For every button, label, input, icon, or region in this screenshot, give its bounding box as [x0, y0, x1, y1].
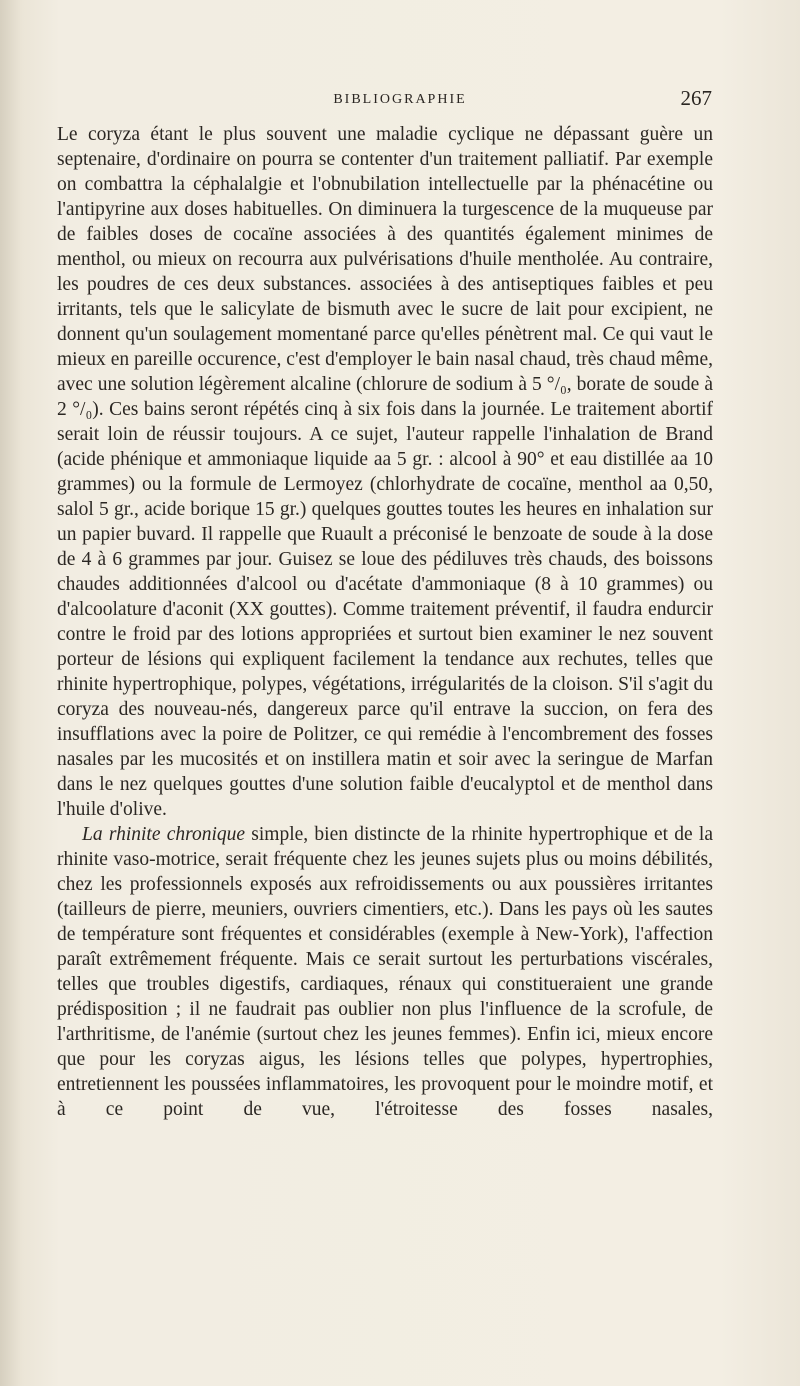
paragraph-text: Le coryza étant le plus souvent une maladie cyclique ne dépassant guère un septenaire, d'ordinaire on pourra se contenter d'un traitement palliatif. Par exemple on combattra la céphalalgie et l'obnubilation intellectuelle par la phénacétine ou l'antipyrine aux doses habituelles. On diminuera la turgescence de la muqueuse par de faibles doses de cocaïne associées à des quantités également minimes de menthol, ou mieux on recourra aux pulvérisations d'huile mentholée. Au contraire, les poudres de ces deux substances. associées à des antiseptiques faibles et peu irritants, tels que le salicylate de bismuth avec le sucre de lait pour excipient, ne donnent qu'un soulagement momentané parce qu'elles pénètrent mal. Ce qui vaut le mieux en pareille occurence, c'est d'employer le bain nasal chaud, très chaud même, avec une solution légèrement alcaline (chlorure de sodium à 5 °/₀, borate de soude à 2 °/₀). Ces bains seront répétés cinq à six fois dans la journée. Le traitement abortif serait loin de réussir toujours. A ce sujet, l'auteur rappelle l'inhalation de Brand (acide phénique et ammoniaque liquide aa 5 gr. : alcool à 90° et eau distillée aa 10 grammes) ou la formule de Lermoyez (chlorhydrate de cocaïne, menthol aa 0,50, salol 5 gr., acide borique 15 gr.) quelques gouttes toutes les heures en inhalation sur un papier buvard. Il rappelle que Ruault a préconisé le benzoate de soude à la dose de 4 à 6 grammes par jour. Guisez se loue des pédiluves très chauds, des boissons chaudes additionnées d'alcool ou d'acétate d'ammoniaque (8 à 10 grammes) ou d'alcoolature d'aconit (XX gouttes). Comme traitement préventif, il faudra endurcir contre le froid par des lotions appropriées et surtout bien examiner le nez souvent porteur de lésions qui expliquent facilement la tendance aux rechutes, telles que rhinite hypertrophique, polypes, végétations, irrégularités de la cloison. S'il s'agit du coryza des nouveau-nés, dangereux parce qu'il entrave la succion, on fera des insufflations avec la poire de Politzer, ce qui remédie à l'encombrement des fosses nasales par les mucosités et on instillera matin et soir avec la seringue de Marfan dans le nez quelques gouttes d'une solution faible d'eucalyptol et de menthol dans l'huile d'olive. [57, 124, 713, 820]
page-number: 267 [680, 86, 712, 110]
paragraph-lead-italic: La rhinite chronique [82, 824, 246, 845]
body-text [57, 122, 713, 1122]
paragraph-chronic-rhinitis [57, 822, 713, 1122]
page-header [0, 86, 800, 116]
paragraph-coryza-treatment [57, 122, 713, 822]
running-head: BIBLIOGRAPHIE [333, 92, 467, 107]
paragraph-text: simple, bien distincte de la rhinite hypertrophique et de la rhinite vaso-motrice, serait fréquente chez les jeunes sujets plus ou moins débilités, chez les professionnels exposés aux refroidissements ou aux poussières irritantes (tailleurs de pierre, meuniers, ouvriers cimentiers, etc.). Dans les pays où les sautes de température sont fréquentes et considérables (exemple à New-York), l'affection paraît extrêmement fréquente. Mais ce serait surtout les perturbations viscérales, telles que troubles digestifs, cardiaques, rénaux qui constitueraient une grande prédisposition ; il ne faudrait pas oublier non plus l'influence de la scrofule, de l'arthritisme, de l'anémie (surtout chez les jeunes femmes). Enfin ici, mieux encore que pour les coryzas aigus, les lésions telles que polypes, hypertrophies, entretiennent les poussées inflammatoires, les provoquent pour le moindre motif, et à ce point de vue, l'étroitesse des fosses nasales, [57, 824, 713, 1120]
